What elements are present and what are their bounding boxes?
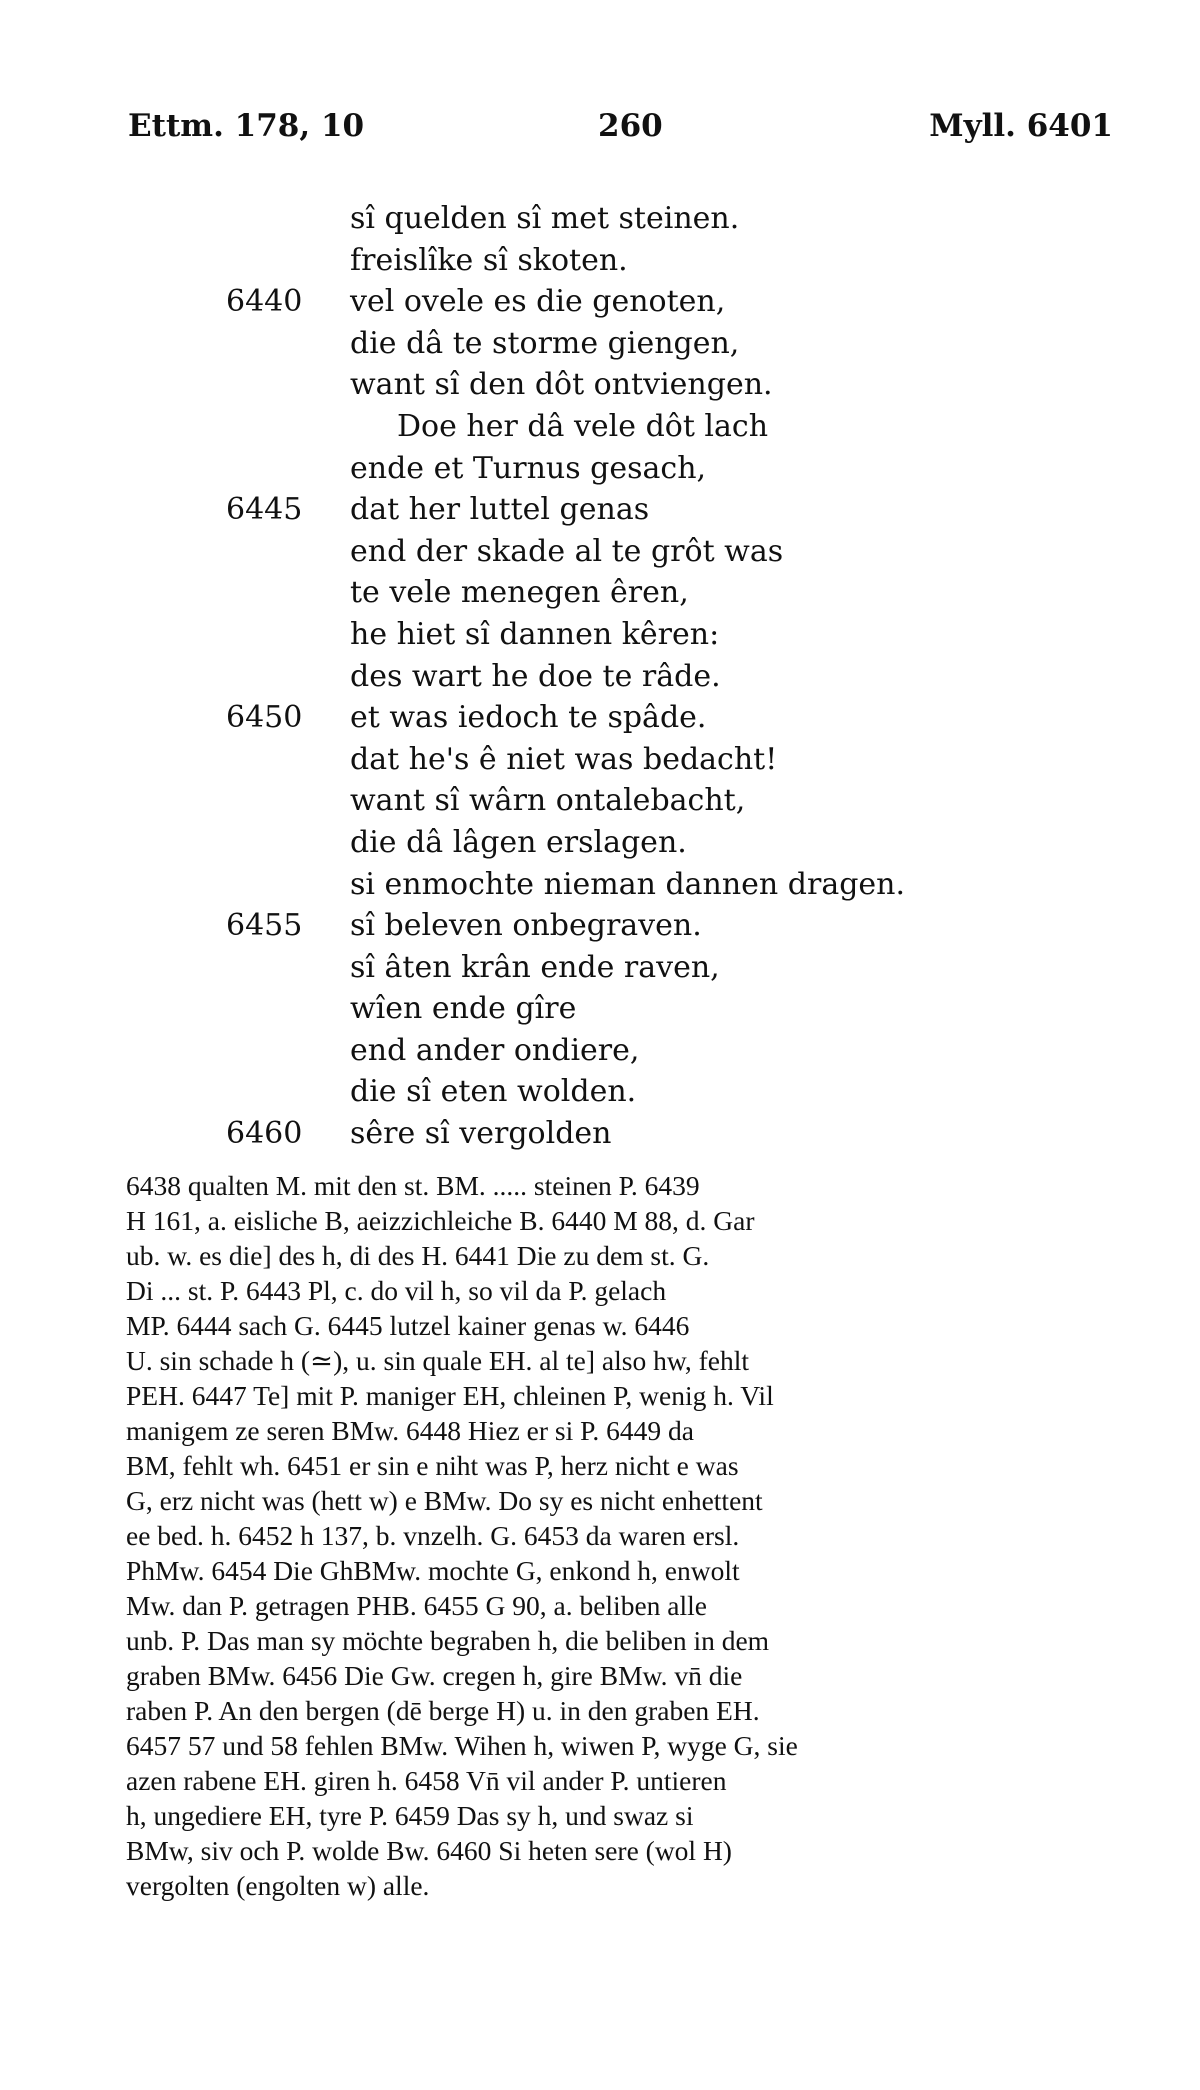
verse-line [0, 323, 1200, 365]
critical-apparatus [126, 1168, 1116, 1903]
apparatus-line: Di ... st. P. 6443 Pl, c. do vil h, so vil da P. gelach [126, 1275, 667, 1306]
verse-line [0, 240, 1200, 282]
verse-line [0, 1071, 1200, 1113]
verse-text: die dâ te storme giengen, [350, 325, 740, 361]
apparatus-line: H 161, a. eisliche B, aeizzichleiche B. 6440 M 88, d. Gar [126, 1205, 755, 1236]
verse-line [0, 822, 1200, 864]
verse-text: die sî eten wolden. [350, 1074, 637, 1110]
verse-line [0, 697, 1200, 739]
verse-text: si enmochte nieman dannen dragen. [350, 866, 906, 902]
verse-line [0, 864, 1200, 906]
verse-line [0, 448, 1200, 490]
verse-text: end der skade al te grôt was [350, 533, 784, 569]
apparatus-line: 6457 57 und 58 fehlen BMw. Wihen h, wiwen P, wyge G, sie [126, 1730, 798, 1761]
verse-text: sî beleven onbegraven. [350, 908, 702, 944]
verse-line [0, 780, 1200, 822]
verse-line [0, 364, 1200, 406]
verse-line [0, 905, 1200, 947]
verse-text: dat he's ê niet was bedacht! [350, 741, 778, 777]
apparatus-line: ee bed. h. 6452 h 137, b. vnzelh. G. 6453 da waren ersl. [126, 1520, 740, 1551]
verse-line [0, 1030, 1200, 1072]
verse-number: 6450 [226, 700, 303, 736]
verse-text: sêre sî vergolden [350, 1116, 612, 1152]
verse-number: 6460 [226, 1116, 303, 1152]
verse-text: ende et Turnus gesach, [350, 450, 707, 486]
verse-text: end ander ondiere, [350, 1032, 640, 1068]
apparatus-line: PhMw. 6454 Die GhBMw. mochte G, enkond h, enwolt [126, 1555, 740, 1586]
header-right: Myll. 6401 [929, 108, 1113, 144]
apparatus-line: graben BMw. 6456 Die Gw. cregen h, gire BMw. vn̄ die [126, 1660, 743, 1691]
verse-text: freislîke sî skoten. [350, 242, 628, 278]
verse-line [0, 656, 1200, 698]
page-header [128, 108, 1113, 148]
verse-line [0, 572, 1200, 614]
verse-line [0, 406, 1200, 448]
verse-text: die dâ lâgen erslagen. [350, 824, 687, 860]
verse-line [0, 988, 1200, 1030]
page-number: 260 [598, 108, 663, 144]
apparatus-line: raben P. An den bergen (dē berge H) u. in den graben EH. [126, 1695, 760, 1726]
apparatus-line: BM, fehlt wh. 6451 er sin e niht was P, herz nicht e was [126, 1450, 739, 1481]
apparatus-line: manigem ze seren BMw. 6448 Hiez er si P. 6449 da [126, 1415, 694, 1446]
apparatus-line: h, ungediere EH, tyre P. 6459 Das sy h, und swaz si [126, 1800, 694, 1831]
verse-line [0, 739, 1200, 781]
verse-line [0, 947, 1200, 989]
verse-block [0, 198, 1200, 1155]
apparatus-line: ub. w. es die] des h, di des H. 6441 Die zu dem st. G. [126, 1240, 710, 1271]
apparatus-line: U. sin schade h (≃), u. sin quale EH. al te] also hw, fehlt [126, 1345, 750, 1376]
header-left: Ettm. 178, 10 [128, 108, 365, 144]
verse-text: dat her luttel genas [350, 492, 650, 528]
verse-line [0, 281, 1200, 323]
verse-line [0, 489, 1200, 531]
verse-line [0, 614, 1200, 656]
verse-text: want sî wârn ontalebacht, [350, 783, 746, 819]
verse-text: te vele menegen êren, [350, 575, 689, 611]
verse-text: he hiet sî dannen kêren: [350, 616, 720, 652]
verse-line [0, 531, 1200, 573]
verse-text: des wart he doe te râde. [350, 658, 721, 694]
verse-number: 6455 [226, 908, 303, 944]
verse-text: sî âten krân ende raven, [350, 949, 720, 985]
apparatus-line: unb. P. Das man sy möchte begraben h, die beliben in dem [126, 1625, 770, 1656]
apparatus-line: Mw. dan P. getragen PHB. 6455 G 90, a. beliben alle [126, 1590, 707, 1621]
apparatus-line: vergolten (engolten w) alle. [126, 1870, 430, 1901]
apparatus-line: MP. 6444 sach G. 6445 lutzel kainer genas w. 6446 [126, 1310, 690, 1341]
apparatus-line: azen rabene EH. giren h. 6458 Vn̄ vil ander P. untieren [126, 1765, 727, 1796]
verse-text: vel ovele es die genoten, [350, 284, 726, 320]
verse-text: wîen ende gîre [350, 991, 577, 1027]
verse-line [0, 198, 1200, 240]
verse-number: 6445 [226, 492, 303, 528]
apparatus-line: PEH. 6447 Te] mit P. maniger EH, chleinen P, wenig h. Vil [126, 1380, 774, 1411]
verse-number: 6440 [226, 284, 303, 320]
verse-line [0, 1113, 1200, 1155]
apparatus-line: BMw, siv och P. wolde Bw. 6460 Si heten sere (wol H) [126, 1835, 732, 1866]
verse-text: et was iedoch te spâde. [350, 700, 707, 736]
apparatus-line: 6438 qualten M. mit den st. BM. ..... steinen P. 6439 [126, 1170, 700, 1201]
verse-text: want sî den dôt ontviengen. [350, 367, 773, 403]
verse-text: sî quelden sî met steinen. [350, 201, 740, 236]
apparatus-line: G, erz nicht was (hett w) e BMw. Do sy es nicht enhettent [126, 1485, 763, 1516]
verse-text: Doe her dâ vele dôt lach [397, 408, 769, 444]
